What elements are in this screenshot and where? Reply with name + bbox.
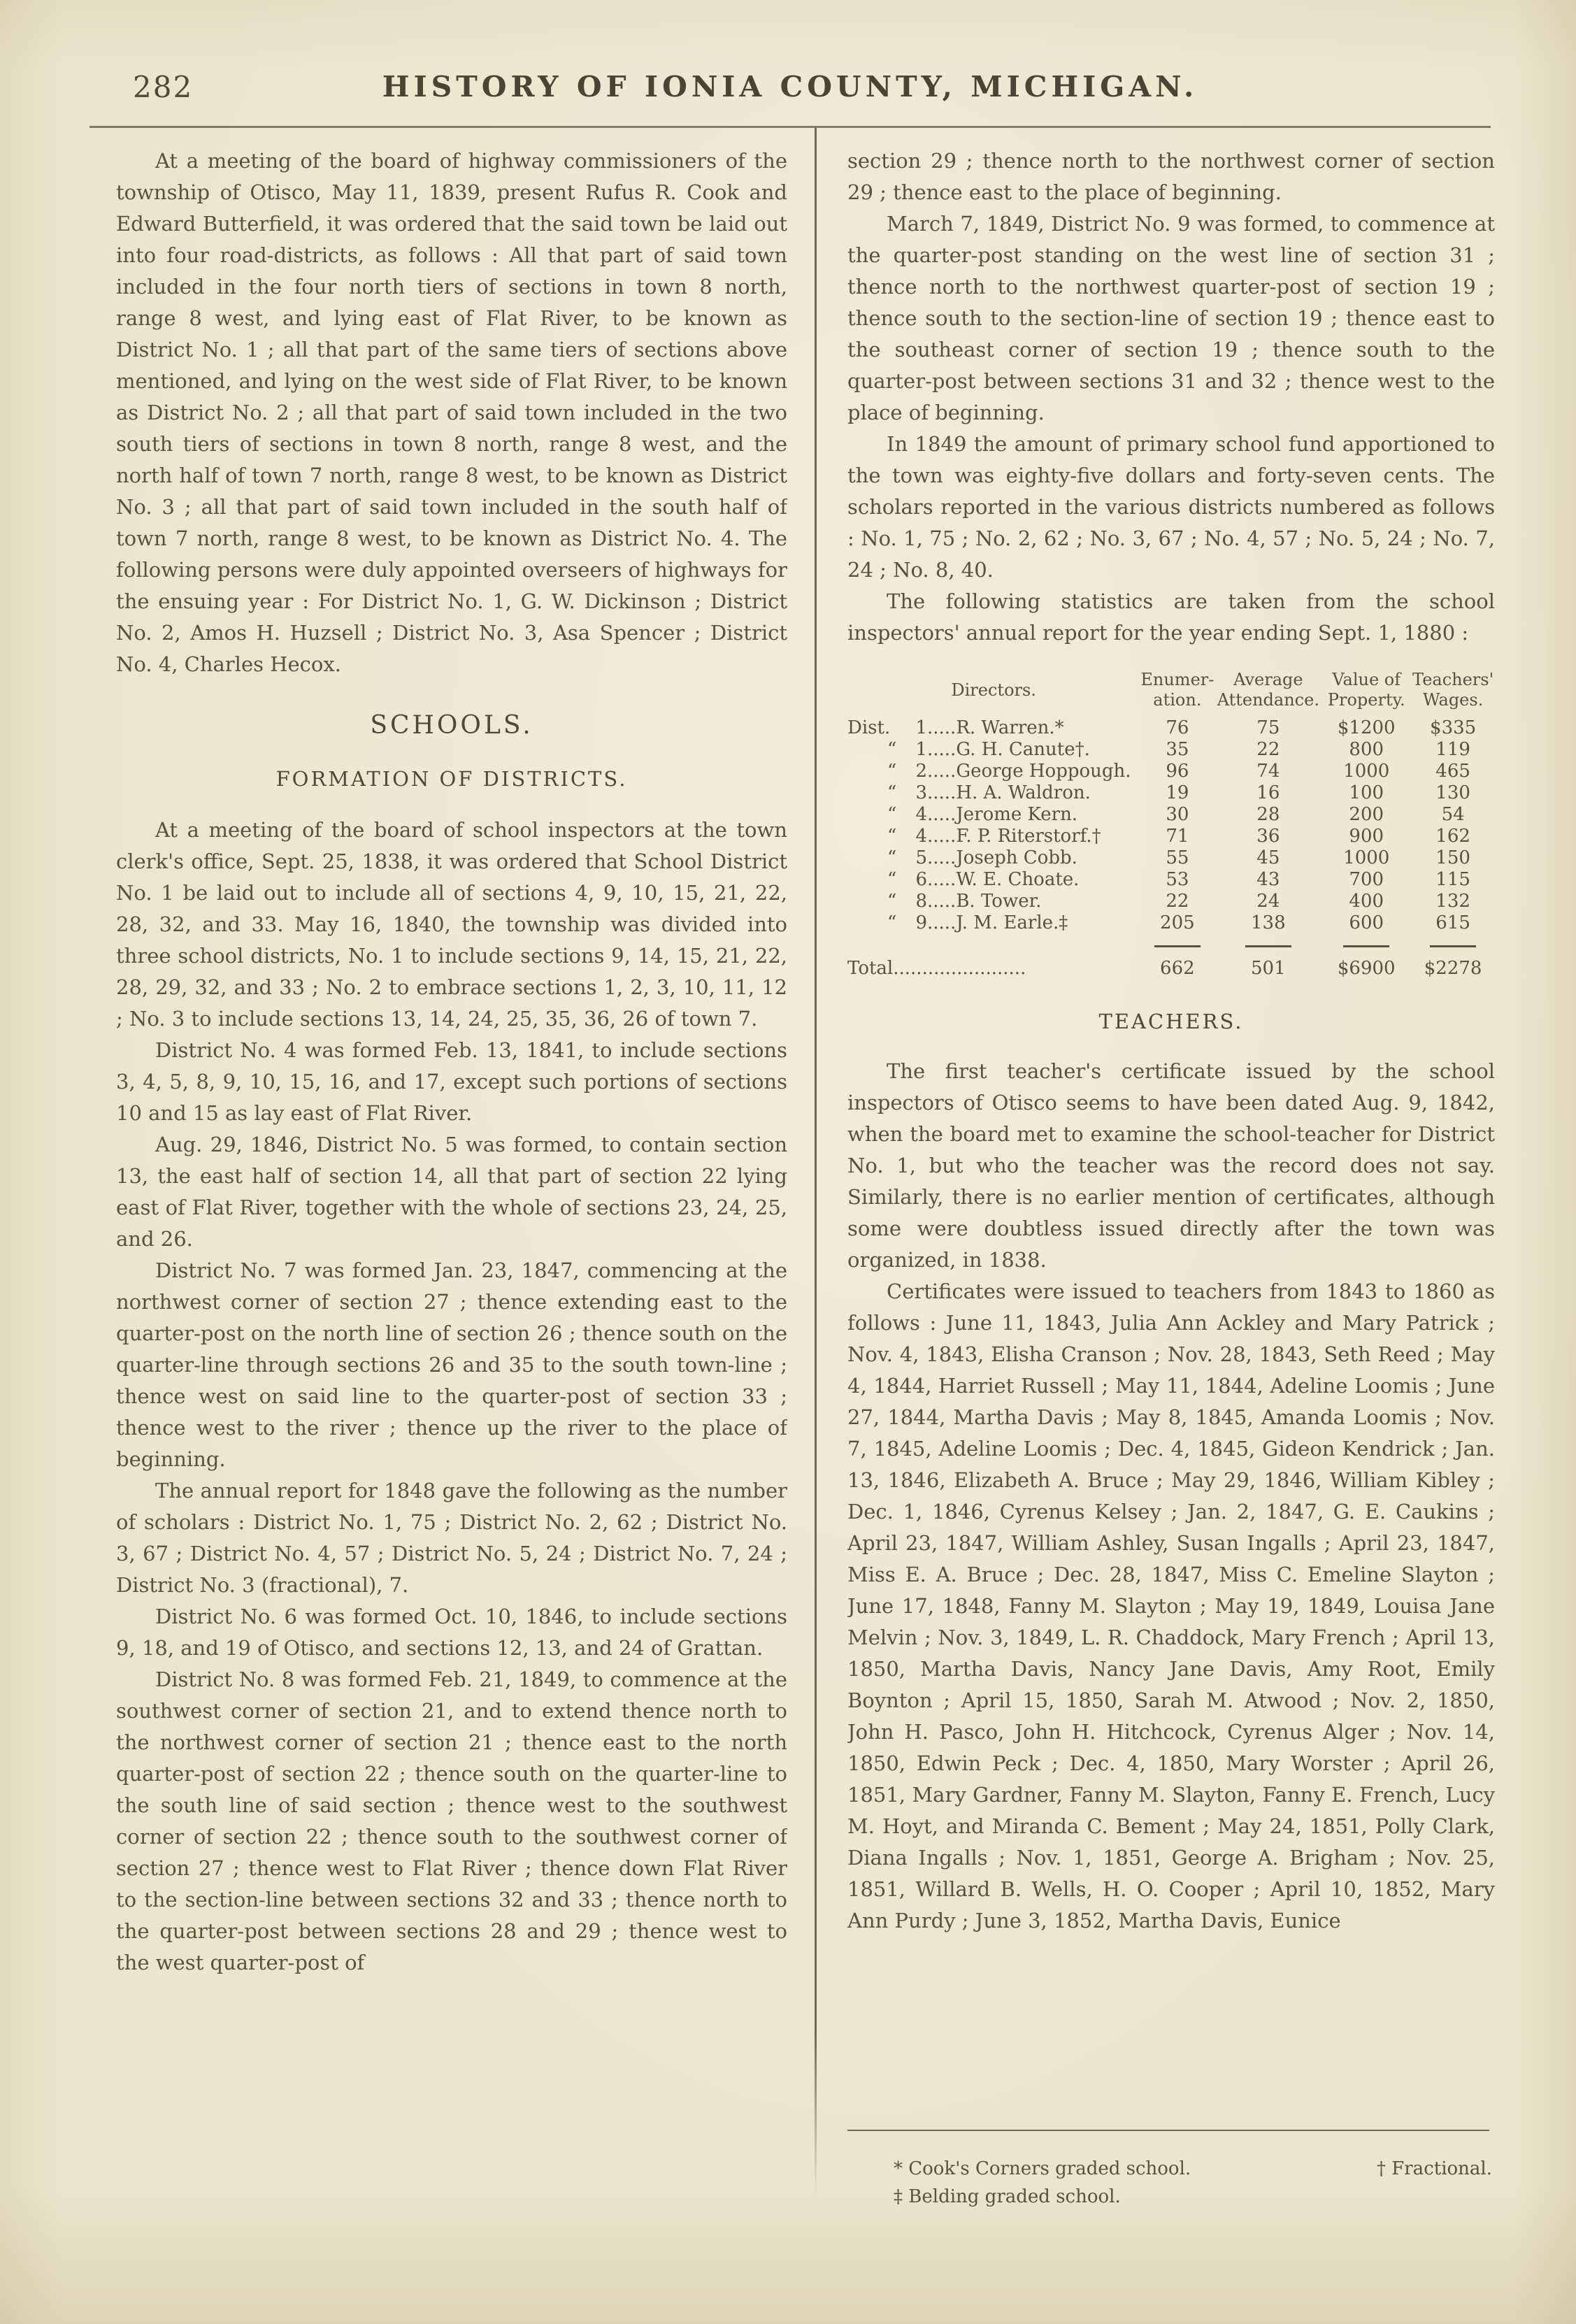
paragraph-district-8: District No. 8 was formed Feb. 21, 1849, to commence at the southwest corner of section 21, and to extend thence north to the northwest corner of section 21 ; thence east to the north quarter-post of section 22 ; thence south on the quarter-line to the south line of said section ; thence west to the southwest corner of section 22 ; thence south to the southwest corner of section 27 ; thence west to Flat River ; thence down Flat River to the section-line between sections 32 and 33 ; thence north to the quarter-post between sections 28 and 29 ; thence west to the west quarter-post of <box>116 1667 787 1974</box>
total-property: $6900 <box>1337 958 1396 979</box>
table-row <box>847 847 1495 869</box>
total-attendance: 501 <box>1251 958 1286 979</box>
table-cell-director: “ 4.....F. P. Riterstorf.† <box>887 826 1101 847</box>
column-header-directors: Directors. <box>951 680 1036 700</box>
column-header-enumeration: Enumer- ation. <box>1140 670 1215 710</box>
paragraph-certificates-list: Certificates were issued to teachers from 1843 to 1860 as follows : June 11, 1843, Julia Ann Ackley and Mary Patrick ; Nov. 4, 1843, Elisha Cranson ; Nov. 28, 1843, Seth Reed ; May 4, 1844, Harriet Russell ; May 11, 1844, Adeline Loomis ; June 27, 1844, Martha Davis ; May 8, 1845, Amanda Loomis ; Nov. 7, 1845, Adeline Loomis ; Dec. 4, 1845, Gideon Kendrick ; Jan. 13, 1846, Elizabeth A. Bruce ; May 29, 1846, William Kibley ; Dec. 1, 1846, Cyrenus Kelsey ; Jan. 2, 1847, G. E. Caukins ; April 23, 1847, William Ashley, Susan Ingalls ; April 23, 1847, Miss E. A. Bruce ; Dec. 28, 1847, Miss C. Emeline Slayton ; June 17, 1848, Fanny M. Slayton ; May 19, 1849, Louisa Jane Melvin ; Nov. 3, 1849, L. R. Chaddock, Mary French ; April 13, 1850, Martha Davis, Nancy Jane Davis, Amy Root, Emily Boynton ; April 15, 1850, Sarah M. Atwood ; Nov. 2, 1850, John H. Pasco, John H. Hitchcock, Cyrenus Alger ; Nov. 14, 1850, Edwin Peck ; Dec. 4, 1850, Mary Worster ; April 26, 1851, Mary Gardner, Fanny M. Slayton, Fanny E. French, Lucy M. Hoyt, and Miranda C. Bement ; May 24, 1851, Polly Clark, Diana Ingalls ; Nov. 1, 1851, George A. Brigham ; Nov. 25, 1851, Willard B. Wells, H. O. Cooper ; April 10, 1852, Mary Ann Purdy ; June 3, 1852, Martha Davis, Eunice <box>847 1279 1495 1932</box>
footnote-fractional: † Fractional. <box>1376 2158 1492 2179</box>
paragraph-primary-school-fund-1849: In 1849 the amount of primary school fund apportioned to the town was eighty-five dollars and forty-seven cents. The scholars reported in the various districts numbered as follows : No. 1, 75 ; No. 2, 62 ; No. 3, 67 ; No. 4, 57 ; No. 5, 24 ; No. 7, 24 ; No. 8, 40. <box>847 432 1495 582</box>
subsection-heading-teachers: TEACHERS. <box>1098 1010 1244 1033</box>
table-cell-wages: 132 <box>1435 891 1470 912</box>
statistics-table-body <box>847 717 1495 934</box>
table-cell-enumeration: 76 <box>1166 717 1189 738</box>
paragraph-annual-report-1848: The annual report for 1848 gave the following as the number of scholars : District No. 1, 75 ; District No. 2, 62 ; District No. 3, 67 ; District No. 4, 57 ; District No. 5, 24 ; District No. 7, 24 ; District No. 3 (fractional), 7. <box>116 1479 787 1597</box>
column-divider-rule <box>815 128 817 2196</box>
table-cell-attendance: 28 <box>1256 804 1280 825</box>
section-heading-schools: SCHOOLS. <box>370 711 533 740</box>
total-rule-dash <box>1430 945 1476 947</box>
table-cell-attendance: 43 <box>1256 869 1280 890</box>
table-cell-property: 1000 <box>1343 761 1390 782</box>
table-cell-wages: 150 <box>1435 847 1470 868</box>
table-row <box>847 826 1495 847</box>
table-cell-property: 400 <box>1349 891 1384 912</box>
table-cell-enumeration: 71 <box>1166 826 1189 847</box>
paragraph-highway-commissioners: At a meeting of the board of highway commissioners of the township of Otisco, May 11, 1839, present Rufus R. Cook and Edward Butterfield, it was ordered that the said town be laid out into four road-districts, as follows : All that part of said town included in the four north tiers of sections in town 8 north, range 8 west, and lying east of Flat River, to be known as District No. 1 ; all that part of the same tiers of sections above mentioned, and lying on the west side of Flat River, to be known as District No. 2 ; all that part of said town included in the two south tiers of sections in town 8 north, range 8 west, and the north half of town 7 north, range 8 west, to be known as District No. 3 ; all that part of said town included in the south half of town 7 north, range 8 west, to be known as District No. 4. The following persons were duly appointed overseers of highways for the ensuing year : For District No. 1, G. W. Dickinson ; District No. 2, Amos H. Huzsell ; District No. 3, Asa Spencer ; District No. 4, Charles Hecox. <box>116 149 787 676</box>
table-row <box>847 804 1495 826</box>
table-cell-attendance: 24 <box>1256 891 1280 912</box>
table-total-row <box>847 958 1495 980</box>
table-cell-property: 1000 <box>1343 847 1390 868</box>
paragraph-district-6: District No. 6 was formed Oct. 10, 1846, to include sections 9, 18, and 19 of Otisco, and sections 12, 13, and 24 of Grattan. <box>116 1605 787 1660</box>
table-cell-enumeration: 55 <box>1166 847 1189 868</box>
table-row <box>847 782 1495 804</box>
subsection-heading-formation-of-districts: FORMATION OF DISTRICTS. <box>275 767 628 791</box>
table-cell-attendance: 22 <box>1256 739 1280 760</box>
table-cell-property: 700 <box>1349 869 1384 890</box>
total-rule-row <box>847 934 1495 958</box>
table-cell-director: “ 3.....H. A. Waldron. <box>887 782 1091 803</box>
table-cell-director: “ 2.....George Hoppough. <box>887 761 1131 782</box>
page-title: HISTORY OF IONIA COUNTY, MICHIGAN. <box>382 70 1198 103</box>
total-label: Total....................... <box>847 958 1026 979</box>
table-cell-enumeration: 19 <box>1166 782 1189 803</box>
table-row <box>847 891 1495 912</box>
table-cell-wages: 54 <box>1441 804 1465 825</box>
table-cell-enumeration: 205 <box>1160 912 1195 933</box>
table-row <box>847 912 1495 934</box>
total-enumeration: 662 <box>1160 958 1195 979</box>
paragraph-first-certificate: The first teacher's certificate issued by the school inspectors of Otisco seems to have been dated Aug. 9, 1842, when the board met to examine the school-teacher for District No. 1, but who the teacher was the record does not say. Similarly, there is no earlier mention of certificates, although some were doubtless issued directly after the town was organized, in 1838. <box>847 1059 1495 1272</box>
table-cell-property: 600 <box>1349 912 1384 933</box>
right-column <box>847 145 1495 2124</box>
table-cell-property: 800 <box>1349 739 1384 760</box>
total-rule-dash <box>1245 945 1291 947</box>
table-cell-wages: 119 <box>1435 739 1470 760</box>
table-cell-wages: 162 <box>1435 826 1470 847</box>
table-header-row <box>847 670 1495 717</box>
table-row <box>847 761 1495 782</box>
table-cell-wages: 130 <box>1435 782 1470 803</box>
table-cell-attendance: 75 <box>1256 717 1280 738</box>
table-cell-attendance: 36 <box>1256 826 1280 847</box>
table-cell-director: “ 6.....W. E. Choate. <box>887 869 1080 890</box>
table-cell-enumeration: 30 <box>1166 804 1189 825</box>
paragraph-statistics-intro: The following statistics are taken from the school inspectors' annual report for the year ending Sept. 1, 1880 : <box>847 589 1495 645</box>
table-row <box>847 869 1495 891</box>
table-cell-wages: $335 <box>1430 717 1477 738</box>
table-cell-property: 100 <box>1349 782 1384 803</box>
total-wages: $2278 <box>1424 958 1482 979</box>
table-cell-attendance: 74 <box>1256 761 1280 782</box>
paragraph-district-8-continuation: section 29 ; thence north to the northwest corner of section 29 ; thence east to the place of beginning. <box>847 149 1495 204</box>
column-header-average-attendance: Average Attendance. <box>1217 670 1319 710</box>
column-header-teachers-wages: Teachers' Wages. <box>1412 670 1494 710</box>
total-rule-dash <box>1154 945 1201 947</box>
footnote-cooks-corners: * Cook's Corners graded school. <box>894 2158 1191 2179</box>
table-cell-enumeration: 22 <box>1166 891 1189 912</box>
paragraph-district-4: District No. 4 was formed Feb. 13, 1841, to include sections 3, 4, 5, 8, 9, 10, 15, 16, and 17, except such portions of sections 10 and 15 as lay east of Flat River. <box>116 1038 787 1125</box>
total-rule-dash <box>1343 945 1389 947</box>
paragraph-district-5: Aug. 29, 1846, District No. 5 was formed, to contain section 13, the east half of section 14, all that part of section 22 lying east of Flat River, together with the whole of sections 23, 24, 25, and 26. <box>116 1133 787 1251</box>
table-cell-property: 900 <box>1349 826 1384 847</box>
table-cell-wages: 115 <box>1435 869 1470 890</box>
paragraph-district-9: March 7, 1849, District No. 9 was formed, to commence at the quarter-post standing on the west line of section 31 ; thence north to the northwest quarter-post of section 19 ; thence south to the section-line of section 19 ; thence east to the southeast corner of section 19 ; thence south to the quarter-post between sections 31 and 32 ; thence west to the place of beginning. <box>847 212 1495 424</box>
table-cell-property: $1200 <box>1337 717 1396 738</box>
table-cell-enumeration: 53 <box>1166 869 1189 890</box>
table-cell-director: “ 4.....Jerome Kern. <box>887 804 1078 825</box>
school-statistics-table <box>847 670 1495 980</box>
column-header-value-of-property: Value of Property. <box>1327 670 1405 710</box>
table-cell-director: “ 5.....Joseph Cobb. <box>887 847 1077 868</box>
table-cell-director: “ 8.....B. Tower. <box>887 891 1042 912</box>
paragraph-school-inspectors: At a meeting of the board of school inspectors at the town clerk's office, Sept. 25, 1838, it was ordered that School District No. 1 be laid out to include all of sections 4, 9, 10, 15, 21, 22, 28, 32, and 33. May 16, 1840, the township was divided into three school districts, No. 1 to include sections 9, 14, 15, 21, 22, 28, 29, 32, and 33 ; No. 2 to embrace sections 1, 2, 3, 10, 11, 12 ; No. 3 to include sections 13, 14, 24, 25, 35, 36, 26 of town 7. <box>116 818 787 1031</box>
table-cell-wages: 615 <box>1435 912 1470 933</box>
page-number: 282 <box>133 70 194 104</box>
table-cell-enumeration: 96 <box>1166 761 1189 782</box>
table-row <box>847 739 1495 761</box>
left-column <box>116 145 787 2310</box>
header-rule <box>89 126 1491 128</box>
footnotes <box>847 2130 1495 2211</box>
table-cell-enumeration: 35 <box>1166 739 1189 760</box>
footnote-belding: ‡ Belding graded school. <box>894 2186 1121 2207</box>
table-cell-wages: 465 <box>1435 761 1470 782</box>
table-cell-director: “ 9.....J. M. Earle.‡ <box>887 912 1068 933</box>
table-row <box>847 717 1495 739</box>
table-cell-director: “ 1.....G. H. Canute†. <box>887 739 1090 760</box>
footnote-rule <box>847 2130 1489 2131</box>
paragraph-district-7: District No. 7 was formed Jan. 23, 1847, commencing at the northwest corner of section 27 ; thence extending east to the quarter-post on the north line of section 26 ; thence south on the quarter-line through sections 26 and 35 to the south town-line ; thence west on said line to the quarter-post of section 33 ; thence west to the river ; thence up the river to the place of beginning. <box>116 1258 787 1471</box>
table-cell-attendance: 16 <box>1256 782 1280 803</box>
table-cell-attendance: 138 <box>1251 912 1286 933</box>
table-cell-property: 200 <box>1349 804 1384 825</box>
table-cell-attendance: 45 <box>1256 847 1280 868</box>
table-cell-director: Dist. 1.....R. Warren.* <box>847 717 1064 738</box>
